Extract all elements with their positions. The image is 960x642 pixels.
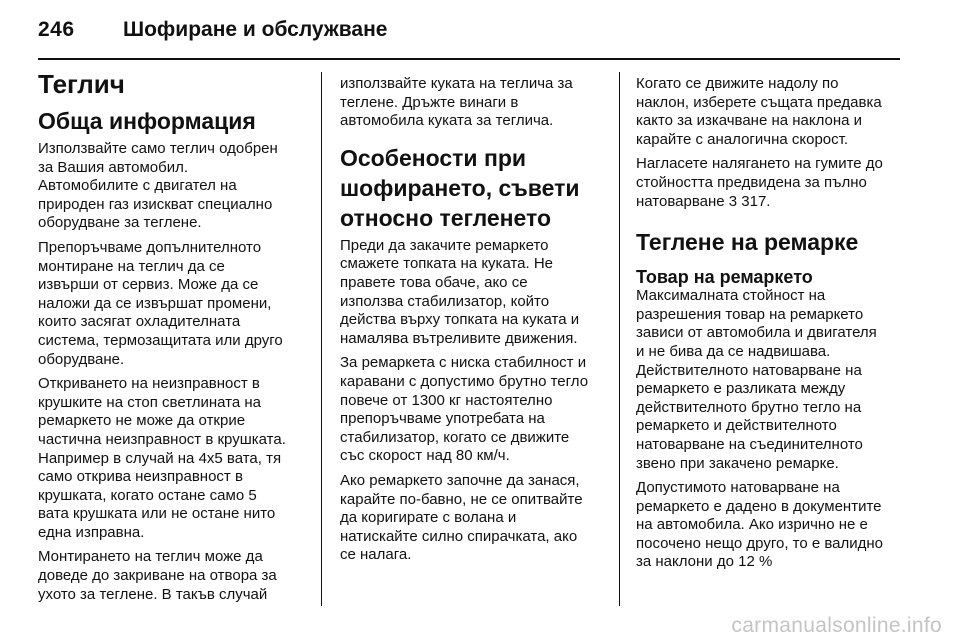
chapter-heading: Теглич (38, 69, 125, 99)
section-heading-driving-tips: Особености при шофирането, съвети относно тегленето (340, 144, 580, 231)
watermark: carmanualsonline.info (731, 614, 942, 637)
paragraph-tyre-pressure (636, 155, 911, 211)
paragraph: Монтирането на теглич може да доведе до закриване на отвора за ухото за теглене. В такъв случай (38, 548, 277, 603)
paragraph-text: Нагласете налягането на гумите до стойността предвидена за пълно натоварване (636, 155, 883, 210)
paragraph: използвайте куката на теглича за теглене. Дръжте винаги в автомобила куката за теглича. (340, 75, 573, 130)
paragraph: Когато се движите надолу по наклон, изберете същата предавка както за изкачване на наклона и карайте с аналогична скорост. (636, 75, 882, 148)
section-heading-general-info: Обща информация (38, 108, 256, 134)
paragraph: Откриването на неизправност в крушките на стоп светлината на ремаркето не може да открие частична неизправност в крушката. Например в случай на 4х5 вата, тя само открива неизправност в крушката, когато остане само 5 вата крушката или не остане нито една изправна. (38, 375, 286, 541)
column-divider (321, 72, 322, 606)
paragraph: За ремаркета с ниска стабилност и каравани с допустимо брутно тегло повече от 1300 кг настоятелно препоръчваме употребата на стабилизатор, когато се движите със скорост над 80 км/ч. (340, 354, 589, 465)
column-3 (636, 75, 911, 578)
paragraph: Допустимото натоварване на ремаркето е дадено в документите на автомобила. Ако изрично не е посочено нещо друго, то е валидно за наклони до 12 % (636, 479, 884, 571)
subsection-heading-trailer-load: Товар на ремаркето (636, 267, 813, 288)
section-title: Шофиране и обслужване (123, 18, 388, 41)
header-rule (38, 58, 900, 60)
section-heading-trailer-towing: Теглене на ремарке (636, 229, 859, 256)
paragraph: Препоръчваме допълнителното монтиране на теглич да се извърши от сервиз. Може да се наложи да се извършат промени, които засягат охладителната система, термозащитата или друго оборудване. (38, 238, 283, 368)
paragraph: Преди да закачите ремаркето смажете топката на куката. Не правете това обаче, ако се използва стабилизатор, който действа върху топката на куката и намалява вътреливите движения. (340, 236, 580, 347)
column-divider (619, 72, 620, 606)
page-header (38, 14, 900, 54)
page-number: 246 (38, 18, 75, 41)
page-reference-arrow-icon: 3 (728, 192, 738, 210)
page-reference-link[interactable]: 317. (741, 192, 771, 210)
paragraph: Максималната стойност на разрешения товар на ремаркето зависи от автомобила и двигателя и не бива да се надвишава. Действителното натоварване на ремаркето е разликата между действителното брутно тегло на ремаркето и действителното натоварване на съединителното звено при закачено ремарке. (636, 287, 877, 472)
paragraph: Използвайте само теглич одобрен за Вашия автомобил. Автомобилите с двигател на природен газ изискват специално оборудване за теглене. (38, 140, 278, 232)
column-2 (340, 75, 608, 571)
paragraph: Ако ремаркето започне да занася, карайте по-бавно, не се опитвайте да коригирате с волана и натискайте силно спирачката, ако се налага. (340, 471, 583, 564)
column-1 (38, 68, 308, 610)
